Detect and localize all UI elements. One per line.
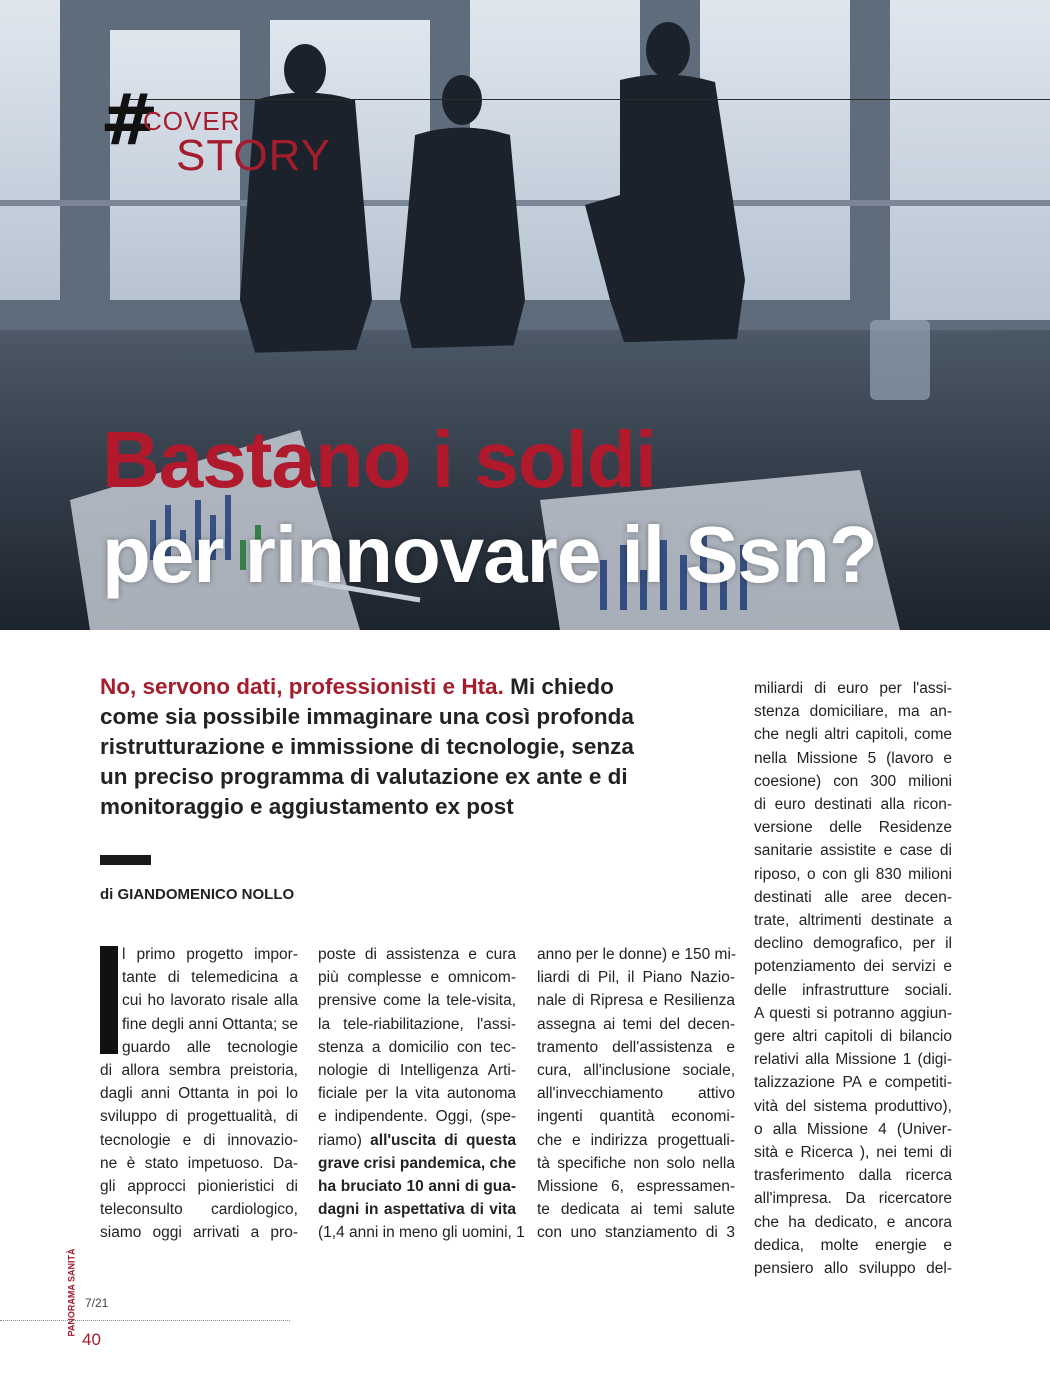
body-line: gere altri capitoli di bilancio — [754, 1028, 952, 1046]
body-column-4 — [754, 677, 952, 1280]
magazine-logo — [64, 1248, 80, 1336]
deck-lead: No, servono dati, professionisti e Hta. — [100, 674, 504, 699]
body-line: delle infrastrutture sociali. — [754, 981, 952, 999]
body-line: stenza a domicilio con tec- — [318, 1038, 516, 1056]
body-column-3 — [537, 943, 735, 1245]
body-line: l primo progetto impor- — [122, 946, 298, 963]
hash-symbol: # — [100, 79, 159, 161]
body-line: sità e Ricerca ), nei temi di — [754, 1144, 952, 1162]
body-line-mixed: riamo) all'uscita di questa — [318, 1131, 517, 1149]
body-line: declino demografico, per il — [754, 935, 952, 953]
page-number: 40 — [82, 1330, 101, 1349]
body-line: dagli anni Ottanta in poi lo — [100, 1085, 298, 1103]
body-line: teleconsulto cardiologico, — [100, 1201, 298, 1219]
body-line: te dedicata ai temi salute — [537, 1201, 735, 1219]
body-line: guardo alle tecnologie — [122, 1038, 298, 1056]
body-line: assegna ai temi del decen- — [537, 1015, 735, 1033]
body-line: che negli altri capitoli, come — [754, 726, 952, 744]
body-line: dedica, molte energie e — [754, 1236, 952, 1254]
footer-divider — [0, 1320, 290, 1321]
body-line: all'impresa. Da ricercatore — [754, 1190, 952, 1208]
section-kicker-story: STORY — [176, 131, 331, 180]
body-line: riposo, o con gli 830 milioni — [754, 865, 952, 883]
body-line: cui ho lavorato risale alla — [122, 992, 298, 1010]
body-line-bold: dagni in aspettativa di vita — [318, 1201, 516, 1219]
body-line: ne è stato impetuoso. Da- — [100, 1154, 298, 1172]
body-line-bold: grave crisi pandemica, che — [318, 1154, 517, 1172]
body-line: di allora sembra preistoria, — [100, 1062, 298, 1080]
body-line: o alla Missione 4 (Univer- — [754, 1120, 952, 1138]
body-line: nella Missione 5 (lavoro e — [754, 749, 952, 767]
body-line: tà specifiche non solo nella — [537, 1154, 735, 1172]
body-line: anno per le donne) e 150 mi- — [537, 946, 737, 963]
body-line: la tele-riabilitazione, l'assi- — [318, 1015, 516, 1033]
body-line: versione delle Residenze — [754, 819, 952, 837]
deck-text: Mi chiedo come sia possibile immaginare una così profonda ristrutturazione e immissione di tecnologie, senza un preciso programma di valutazione ex ante e di monitoraggio e aggiustamento ex post — [100, 674, 634, 819]
body-line: sanitarie assistite e case di — [754, 842, 952, 860]
body-line: coesione) con 300 milioni — [754, 772, 952, 790]
body-line: ficiale per la vita autonoma — [318, 1085, 516, 1103]
body-line: prensive come la tele-visita, — [318, 992, 516, 1010]
body-line: vità del sistema produttivo), — [754, 1097, 952, 1115]
body-line: potenziamento dei servizi e — [754, 958, 952, 976]
body-line: trate, altrimenti destinate a — [754, 912, 952, 930]
body-line: destinati alle aree decen- — [754, 888, 952, 906]
body-line: fine degli anni Ottanta; se — [122, 1015, 298, 1033]
body-line: stenza domiciliare, ma an- — [754, 703, 952, 721]
body-line: nale di Ripresa e Resilienza — [537, 992, 735, 1010]
body-line: tramento dell'assistenza e — [537, 1038, 735, 1056]
body-line: siamo oggi arrivati a pro- — [100, 1224, 298, 1242]
deck — [100, 672, 660, 822]
body-line: più complesse e omnicom- — [318, 969, 516, 987]
body-line: tante di telemedicina a — [122, 969, 298, 987]
body-column-2 — [318, 943, 525, 1245]
body-line: miliardi di euro per l'assi- — [754, 680, 952, 697]
body-line: che ha dedicato, e ancora — [754, 1213, 952, 1231]
body-line: gli approcci pionieristici di — [100, 1178, 298, 1196]
headline-line-1: Bastano i soldi — [102, 415, 656, 504]
body-line-bold: ha bruciato 10 anni di gua- — [318, 1178, 516, 1196]
body-line: liardi di Pil, il Piano Nazio- — [537, 969, 735, 987]
body-column-1 — [100, 943, 298, 1245]
body-line: all'invecchiamento attivo — [537, 1085, 735, 1103]
body-line: che e indirizza progettuali- — [537, 1131, 735, 1149]
body-line: cura, all'inclusione sociale, — [537, 1062, 735, 1080]
body-line: relativi alla Missione 1 (digi- — [754, 1051, 952, 1069]
body-line: nologie di Intelligenza Arti- — [318, 1062, 516, 1080]
magazine-name: PANORAMA SANITÀ — [66, 1248, 77, 1336]
body-line: A questi si potranno aggiun- — [754, 1004, 952, 1022]
body-line: poste di assistenza e cura — [318, 946, 516, 963]
body-line: trasferimento dalla ricerca — [754, 1167, 952, 1185]
body-line: talizzazione PA e competiti- — [754, 1074, 952, 1092]
body-line: pensiero allo sviluppo del- — [754, 1260, 952, 1278]
headline-line-2: per rinnovare il Ssn? — [102, 510, 877, 599]
section-kicker-cover: COVER — [143, 106, 241, 136]
body-line: (1,4 anni in meno gli uomini, 1 — [318, 1224, 525, 1242]
body-line: con uno stanziamento di 3 — [537, 1224, 735, 1242]
body-line: sviluppo di progettualità, di — [100, 1108, 298, 1126]
byline-bar — [100, 855, 151, 865]
body-line: ingenti quantità economi- — [537, 1108, 735, 1126]
body-line: e indipendente. Oggi, (spe- — [318, 1108, 516, 1126]
headline — [102, 412, 877, 602]
body-line: tecnologie e di innovazio- — [100, 1131, 298, 1149]
byline: di GIANDOMENICO NOLLO — [100, 886, 295, 903]
issue-number: 7/21 — [85, 1296, 109, 1310]
section-rule — [130, 99, 1050, 100]
body-line: Missione 6, espressamen- — [537, 1178, 735, 1196]
body-line: di euro destinati alla ricon- — [754, 796, 952, 814]
